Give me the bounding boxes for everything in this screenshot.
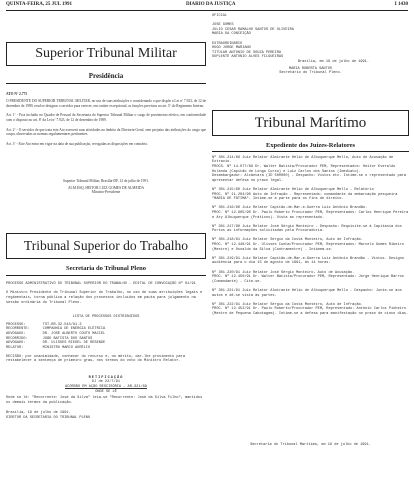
page-header (6, 2, 408, 11)
header-page: I 1430 (394, 2, 408, 7)
stm-act-signer: ALM.ESQ. HEITOR LUIZ GOMES DE ALMEIDA Ministro-Presidente (67, 185, 145, 195)
stm-act-number: ATO Nº 2.775 (6, 92, 28, 96)
header-date: QUINTA-FEIRA, 25 JUL 1991 (6, 2, 73, 7)
tst-process-list: PROCESSO: TST-RR-32.543/91.3 RECORRENTE: COMPANHIA DE ENERGIA ELÉTRICA ADVOGADO: DR. JOSÉ ALBERTO COUTO MACIEL RECORRIDO: JOÃO BATISTA DOS SANTOS ADVOGADO: DR. ULISSES RIEDEL DE RESENDE RELATOR: MINISTRO MARCO AURÉLIO (6, 322, 106, 350)
tst-retif-sub3: ONDE SE LÊ (95, 389, 117, 394)
tst-decision: DECISÃO: por unanimidade, conhecer do recurso e, no mérito, dar-lhe provimento para restabelecer a sentença de primeiro grau, nos termos do voto do Ministro Relator. (6, 354, 188, 364)
stm-act-date: Superior Tribunal Militar, Brasília-DF, 12 de julho de 1991. (63, 178, 149, 183)
tst-list-title: LISTA DE PROCESSOS DISTRIBUÍDOS (72, 315, 140, 320)
tm-title: Tribunal Marítimo (212, 110, 409, 136)
tst-retif-sub2: ACÓRDÃO EM AÇÃO RESCISÓRIA - AR-321/89 (65, 384, 147, 389)
tst-retif-body: Onde se lê: "Recorrente: José da Silva" leia-se "Recorrente: José da Silva Filho", mantidos os demais termos da publicação. (6, 396, 205, 405)
tst-retif-sub: DJ de 22/7/91 (91, 380, 121, 385)
tm-expediente-body: Nº 301.214/89 Juiz Relator Almirante Hélio de Albuquerque Mello, Auto de Acusação de Extravio. PROCS. Nº 14.077/89 Dr. Walter Batista/Procurador PEM, Representados: Heitor Everaldo Holanda (Capitão de Longo Curso) e Luiz Carlos dos Santos (Imediato). Desembargador: Alcântara (ID 500000) - Despacho: Vistos etc. Intime-se o representado para apresentar defesa no prazo legal. Nº 301.215/90 Juiz Relator Almirante Hélio de Albuquerque Mello - Relatório PROC. Nº 11.204/90 Auto de Infração - Representado: comandante da embarcação pesqueira "MARIA DE FÁTIMA". Intime-se a parte para os fins de direito. Nº 301.216/90 Juiz Relator Capitão-de-Mar-e-Guerra Luiz Antônio Brandão. PROC. Nº 12.905/90 Dr. Paulo Roberto Procurador PEM, Representados: Carlos Henrique Pereira e Ary Albuquerque (Práticos). Vista ao representado. Nº 301.217/90 Juiz Relator José Sérgio Monteiro - Despacho: Requisite-se à Capitania dos Portos as informações solicitadas pela Procuradoria. Nº 301.218/91 Juiz Relator Sérgio da Costa Monteiro, Auto de Infração. PROC. Nº 12.448/91 Dr. Ulisses Cunha/Procurador PEM, Representados: Marcelo Gomes Ribeiro (Mestre) e Osvaldo da Silva (Contramestre) - Intimem-se. Nº 301.219/91 Juiz Relator Capitão-de-Mar-e-Guerra Luiz Antônio Brandão - Vistos. Designo audiência para o dia 15 de agosto de 1991, às 14 horas. Nº 301.220/91 Juiz Relator José Sérgio Monteiro, Auto de Acusação. PROC. Nº 12.450/91 Dr. Walter Batista/Procurador PEM, Representado: Jorge Henrique Barros (Comandante) - Cite-se. Nº 301.221/91 Juiz Relator Almirante Hélio de Albuquerque Mello - Despacho: Junte-se aos autos e dê-se vista às partes. Nº 301.222/91 Juiz Relator Sérgio da Costa Monteiro, Auto de Infração. PROC. Nº 12.452/91 Dr. Paulo Roberto/Procurador PEM, Representado: Antônio Carlos Pinheiro (Mestre de Pequena Cabotagem). Intime-se a defesa para manifestação no prazo de cinco dias. (212, 155, 409, 316)
tm-footer: Secretaria do Tribunal Marítimo, em 19 de julho de 1991. (250, 442, 371, 447)
tst-title: Tribunal Superior do Trabalho (6, 233, 206, 259)
stm-section: Presidência (88, 72, 124, 80)
tst-intro: PROCESSO ADMINISTRATIVO DO TRIBUNAL SUPERIOR DO TRABALHO - EDITAL DE CONVOCAÇÃO Nº 01/91 O Ministro Presidente do Tribunal Superior do Trabalho, no uso de suas atribuições legais e regimentais, torna pública a relação dos processos incluídos em pauta para julgamento na sessão ordinária do Tribunal Pleno. (6, 282, 203, 305)
tst-retif-sign: Brasília, 19 de julho de 1991. DIRETOR DA SECRETARIA DO TRIBUNAL PLENO (6, 411, 91, 420)
stm-title: Superior Tribunal Militar (6, 42, 206, 66)
left-column (6, 14, 206, 420)
right-column (212, 14, 409, 447)
tst-section: Secretaria do Tribunal Pleno (6, 265, 206, 276)
stm-rule (6, 83, 206, 84)
stf-sign-role: Secretário do Tribunal Pleno. (279, 71, 342, 76)
stf-sign-place: Brasília, em 19 de julho de 1991. (297, 60, 369, 64)
tm-rule (212, 151, 409, 152)
tst-retif-title: RETIFICAÇÃO (88, 375, 124, 380)
header-publication: DIARIO DA JUSTIÇA (186, 2, 236, 7)
stm-act-body: O PRESIDENTE DO SUPERIOR TRIBUNAL MILITAR, no uso de suas atribuições e considerando o que dispõe a Lei nº 7.923, de 12 de dezembro de 1989, resolve designar o servidor para exercer, em caráter excepcional, as funções previstas no art. 5º do Regimento Interno. Art. 1º - Fica incluído no Quadro de Pessoal da Secretaria do Superior Tribunal Militar o cargo de provimento efetivo, em conformidade com o disposto no art. 8º da Lei nº 7.923, de 12 de dezembro de 1989. Art. 2º - O servidor de que trata este Ato exercerá suas atividades no âmbito da Diretoria-Geral, sem prejuízo das atribuições do cargo que ocupa, observadas as normas regulamentares pertinentes. Art. 3º - Este Ato entra em vigor na data de sua publicação, revogadas as disposições em contrário. (6, 98, 206, 146)
stf-official-list: OFICIAL JOSE GOMES JULIO CESAR RAMALHO SANTOS DE OLIVEIRA MARIA DA CONCEIÇÃO EXTRAORDINÁRIO HUGO JORGE MARIANO TITULAR ANTONIO DE SOUZA PEREIRA SUPLENTE ANTONIO ALVES FILGUEIRAS (212, 14, 294, 60)
stf-sign-name: MARIA ROBERTA SANTOS (288, 66, 333, 71)
tm-section: Expediente dos Juízes-Relatores (265, 141, 356, 149)
